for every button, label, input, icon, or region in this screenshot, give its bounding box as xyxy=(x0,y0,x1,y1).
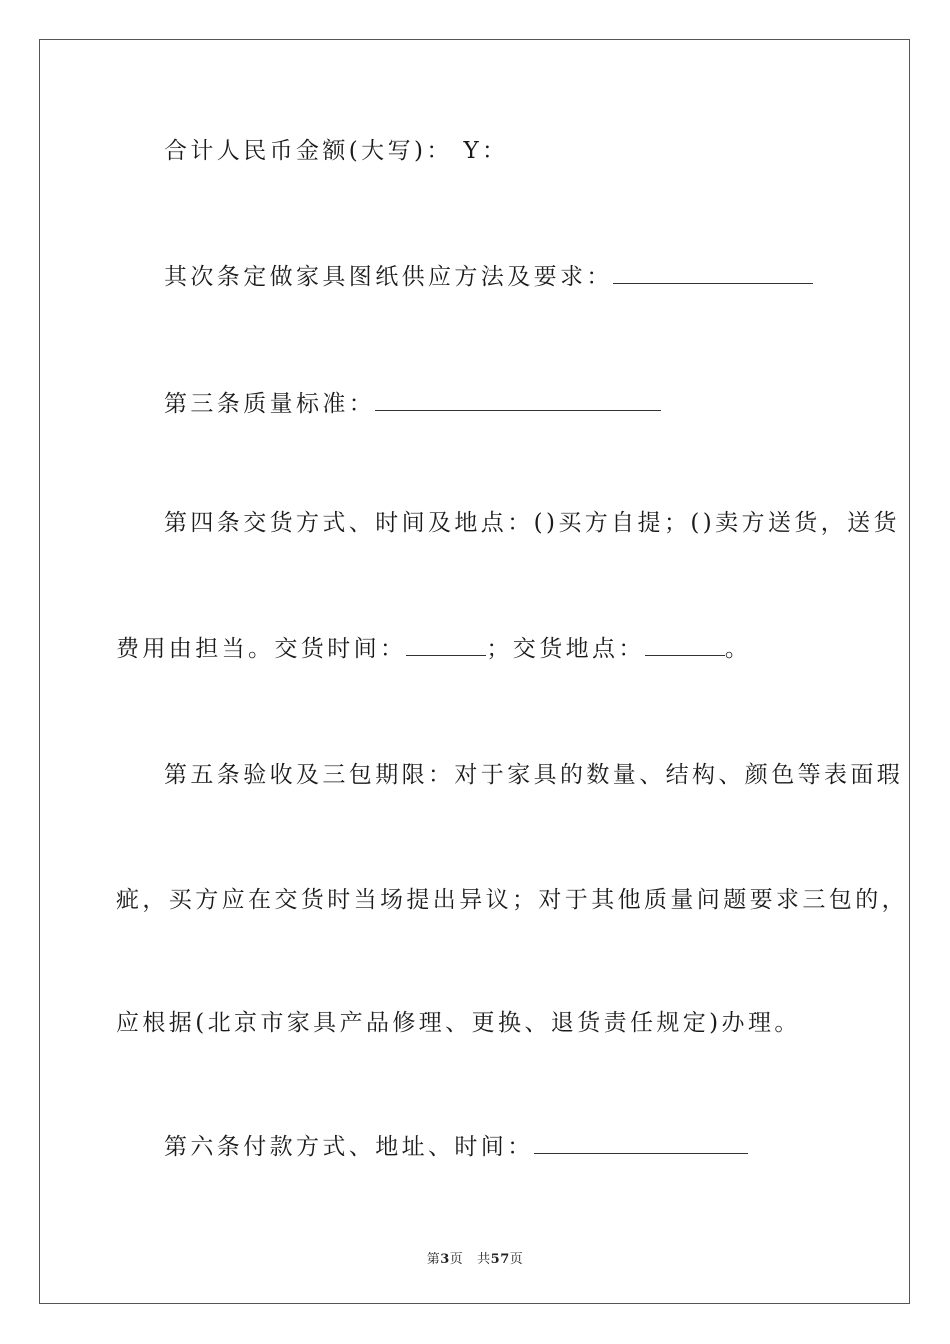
text-line-delivery-time-place xyxy=(116,634,751,664)
footer-current-page: 3 xyxy=(440,1252,450,1267)
page-footer xyxy=(0,1248,950,1267)
delivery-method-text: 第四条交货方式、时间及地点：()买方自提；()卖方送货，送货 xyxy=(164,510,900,536)
delivery-time-text: 费用由担当。交货时间： xyxy=(116,636,407,662)
delivery-place-text: ；交货地点： xyxy=(486,636,645,662)
text-line-delivery-method xyxy=(164,508,900,538)
delivery-place-blank xyxy=(645,635,725,656)
footer-prefix: 第 xyxy=(426,1252,441,1267)
text-line-acceptance xyxy=(164,760,903,790)
text-line-quality-standard xyxy=(164,389,661,419)
drawing-supply-text: 其次条定做家具图纸供应方法及要求： xyxy=(164,264,613,290)
delivery-end-text: 。 xyxy=(724,636,752,662)
payment-blank xyxy=(534,1133,748,1154)
text-line-total-amount xyxy=(164,136,508,166)
acceptance-text: 第五条验收及三包期限：对于家具的数量、结构、颜色等表面瑕 xyxy=(164,762,904,788)
delivery-time-blank xyxy=(406,635,486,656)
quality-standard-text: 第三条质量标准： xyxy=(164,391,376,417)
text-line-payment xyxy=(164,1132,748,1162)
regulation-text: 应根据(北京市家具产品修理、更换、退货责任规定)办理。 xyxy=(116,1010,801,1036)
payment-text: 第六条付款方式、地址、时间： xyxy=(164,1134,534,1160)
total-amount-text: 合计人民币金额(大写)： Y： xyxy=(164,138,509,164)
page-frame xyxy=(39,39,910,1304)
footer-suffix: 页 xyxy=(509,1252,524,1267)
text-line-acceptance-cont xyxy=(116,885,908,915)
footer-middle: 页 共 xyxy=(449,1252,491,1267)
quality-standard-blank xyxy=(375,390,661,411)
acceptance-cont-text: 疵，买方应在交货时当场提出异议；对于其他质量问题要求三包的， xyxy=(116,887,908,913)
footer-total-pages: 57 xyxy=(490,1252,510,1267)
text-line-drawing-supply xyxy=(164,262,813,292)
drawing-supply-blank xyxy=(613,263,813,284)
text-line-regulation xyxy=(116,1008,801,1038)
